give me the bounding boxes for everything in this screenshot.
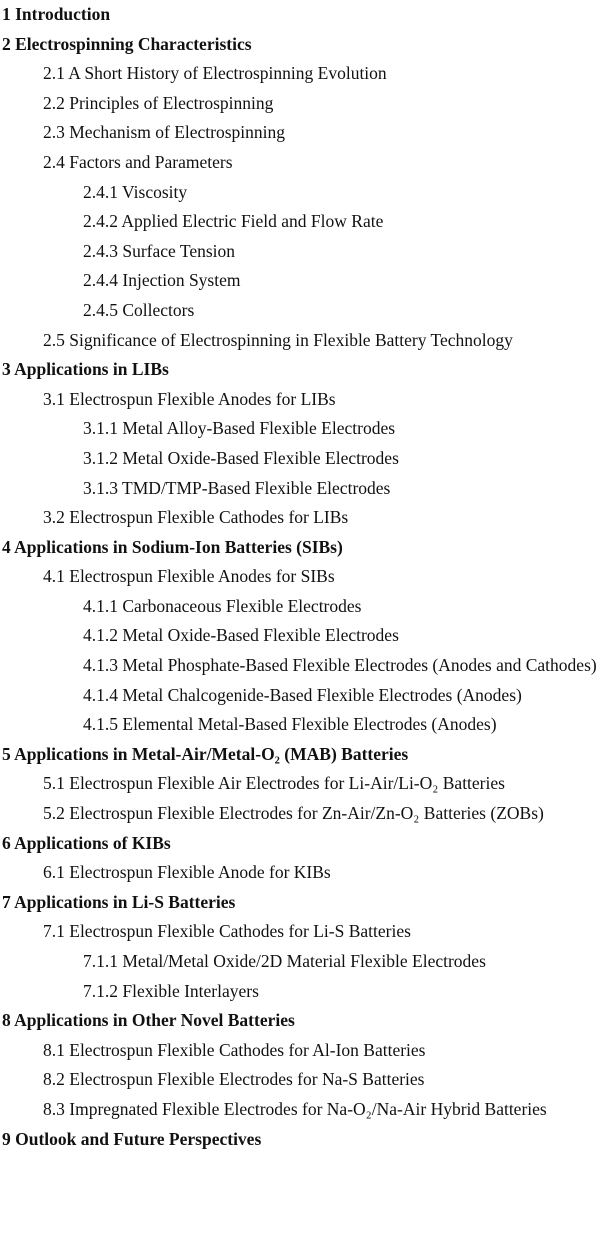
toc-subsubsection-entry: 4.1.3 Metal Phosphate-Based Flexible Electrodes (Anodes and Cathodes) [83, 655, 597, 676]
toc-subsection-entry: 8.1 Electrospun Flexible Cathodes for Al-Ion Batteries [43, 1039, 426, 1060]
toc-subsubsection-entry: 4.1.4 Metal Chalcogenide-Based Flexible Electrodes (Anodes) [83, 684, 522, 705]
toc-subsubsection-entry: 7.1.2 Flexible Interlayers [83, 980, 259, 1001]
toc-subsection-entry: 2.3 Mechanism of Electrospinning [43, 122, 286, 143]
toc-subsubsection-entry: 4.1.2 Metal Oxide-Based Flexible Electrodes [83, 625, 399, 646]
toc-subsection-entry: 2.2 Principles of Electrospinning [43, 92, 274, 113]
toc-subsubsection-entry: 2.4.1 Viscosity [83, 181, 188, 202]
toc-subsection-entry: 2.4 Factors and Parameters [43, 151, 233, 172]
toc-subsection-entry: 8.2 Electrospun Flexible Electrodes for Na-S Batteries [43, 1069, 425, 1090]
toc-subsection-entry: 3.2 Electrospun Flexible Cathodes for LIBs [43, 507, 349, 528]
toc-subsubsection-entry: 3.1.2 Metal Oxide-Based Flexible Electrodes [83, 447, 399, 468]
toc-section-heading: 3 Applications in LIBs [2, 359, 169, 380]
toc-subsubsection-entry: 2.4.5 Collectors [83, 299, 195, 320]
toc-subsection-entry: 5.2 Electrospun Flexible Electrodes for Zn-Air/Zn-O₂ Batteries (ZOBs) [43, 803, 544, 824]
toc-subsubsection-entry: 4.1.1 Carbonaceous Flexible Electrodes [83, 595, 362, 616]
toc-section-heading: 2 Electrospinning Characteristics [2, 33, 252, 54]
toc-subsection-entry: 2.1 A Short History of Electrospinning Evolution [43, 63, 387, 84]
toc-section-heading: 4 Applications in Sodium-Ion Batteries (SIBs) [2, 536, 343, 557]
toc-subsubsection-entry: 2.4.2 Applied Electric Field and Flow Rate [83, 211, 384, 232]
toc-subsubsection-entry: 2.4.4 Injection System [83, 270, 241, 291]
toc-subsubsection-entry: 3.1.3 TMD/TMP-Based Flexible Electrodes [83, 477, 391, 498]
toc-section-heading: 7 Applications in Li-S Batteries [2, 891, 236, 912]
toc-subsection-entry: 6.1 Electrospun Flexible Anode for KIBs [43, 862, 331, 883]
toc-section-heading: 8 Applications in Other Novel Batteries [2, 1010, 295, 1031]
toc-subsubsection-entry: 7.1.1 Metal/Metal Oxide/2D Material Flexible Electrodes [83, 951, 486, 971]
toc-section-heading: 1 Introduction [2, 4, 111, 24]
toc-section-heading: 5 Applications in Metal-Air/Metal-O₂ (MAB) Batteries [2, 743, 409, 764]
toc-subsection-entry: 7.1 Electrospun Flexible Cathodes for Li-S Batteries [43, 921, 411, 942]
toc-subsection-entry: 5.1 Electrospun Flexible Air Electrodes for Li-Air/Li-O₂ Batteries [43, 773, 505, 794]
toc-subsection-entry: 2.5 Significance of Electrospinning in Flexible Battery Technology [43, 329, 513, 350]
toc-subsection-entry: 3.1 Electrospun Flexible Anodes for LIBs [43, 388, 336, 409]
toc-section-heading: 9 Outlook and Future Perspectives [2, 1128, 262, 1149]
toc-section-heading: 6 Applications of KIBs [2, 832, 171, 853]
toc-subsubsection-entry: 2.4.3 Surface Tension [83, 240, 236, 261]
toc-subsubsection-entry: 4.1.5 Elemental Metal-Based Flexible Electrodes (Anodes) [83, 714, 497, 735]
toc-subsection-entry: 8.3 Impregnated Flexible Electrodes for Na-O₂/Na-Air Hybrid Batteries [43, 1098, 547, 1119]
toc-subsection-entry: 4.1 Electrospun Flexible Anodes for SIBs [43, 566, 335, 587]
toc-subsubsection-entry: 3.1.1 Metal Alloy-Based Flexible Electrodes [83, 418, 396, 439]
